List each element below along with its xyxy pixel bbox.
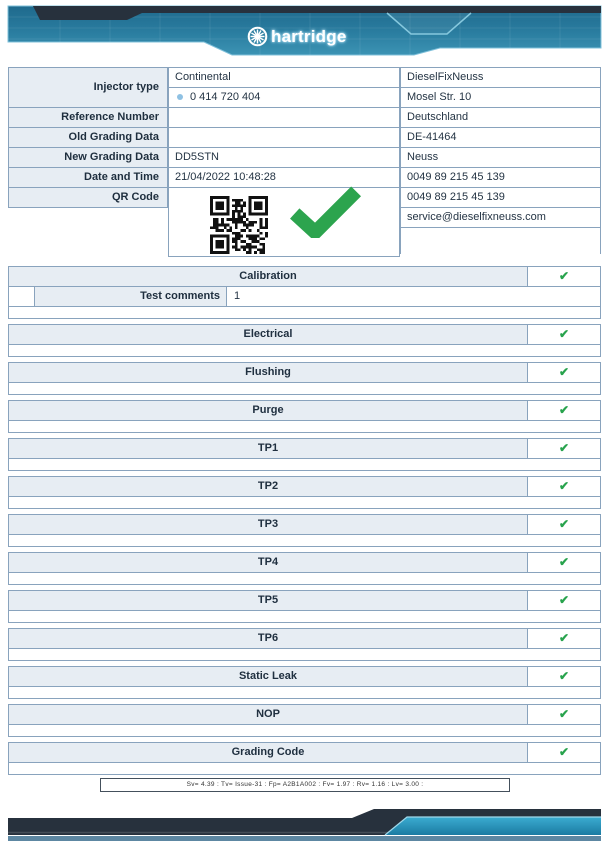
- value-injector-number: 0 414 720 404: [169, 87, 399, 107]
- value-injector-make: Continental: [175, 71, 231, 83]
- test-empty-row: [9, 648, 600, 660]
- test-block-calibration: [8, 266, 601, 319]
- test-pass-check-icon: ✔: [527, 439, 600, 458]
- test-title: Calibration: [9, 267, 527, 286]
- footer-banner: [0, 795, 609, 849]
- company-info-row: DE-41464: [401, 127, 600, 147]
- test-empty-row: [9, 724, 600, 736]
- test-empty-row: [9, 534, 600, 546]
- test-empty-row: [9, 344, 600, 356]
- test-comments-row: [9, 286, 600, 306]
- injector-label-column: [8, 67, 168, 208]
- test-pass-check-icon: ✔: [527, 553, 600, 572]
- test-empty-row: [9, 382, 600, 394]
- test-block-tp5: [8, 590, 601, 623]
- test-block-tp4: [8, 552, 601, 585]
- test-empty-row: [9, 610, 600, 622]
- label-date-and-time: Date and Time: [9, 167, 167, 187]
- overall-pass-check-icon: [284, 184, 366, 238]
- test-pass-check-icon: ✔: [527, 591, 600, 610]
- test-empty-row: [9, 572, 600, 584]
- brand-logo: [247, 26, 346, 47]
- test-block-static-leak: [8, 666, 601, 699]
- test-pass-check-icon: ✔: [527, 629, 600, 648]
- test-title: Grading Code: [9, 743, 527, 762]
- qr-code: [210, 196, 268, 254]
- company-info-row: Deutschland: [401, 107, 600, 127]
- test-block-flushing: [8, 362, 601, 395]
- test-block-electrical: [8, 324, 601, 357]
- test-title: TP2: [9, 477, 527, 496]
- company-info-row: service@dieselfixneuss.com: [401, 207, 600, 227]
- company-info-column: [400, 67, 601, 254]
- test-empty-row: [9, 496, 600, 508]
- test-title: NOP: [9, 705, 527, 724]
- label-injector-type: Injector type: [9, 68, 167, 107]
- test-block-tp1: [8, 438, 601, 471]
- test-title: TP1: [9, 439, 527, 458]
- spacer: [9, 287, 34, 306]
- brand-logo-text: hartridge: [271, 26, 347, 46]
- test-empty-row: [9, 306, 600, 318]
- turbine-wheel-icon: [247, 26, 268, 47]
- test-title: Static Leak: [9, 667, 527, 686]
- company-info-empty-area: [401, 227, 600, 254]
- test-pass-check-icon: ✔: [527, 705, 600, 724]
- test-pass-check-icon: ✔: [527, 477, 600, 496]
- value-date-and-time: 21/04/2022 10:48:28: [169, 167, 399, 187]
- test-pass-check-icon: ✔: [527, 515, 600, 534]
- company-info-row: 0049 89 215 45 139: [401, 187, 600, 207]
- test-pass-check-icon: ✔: [527, 743, 600, 762]
- test-pass-check-icon: ✔: [527, 325, 600, 344]
- test-empty-row: [9, 458, 600, 470]
- test-pass-check-icon: ✔: [527, 363, 600, 382]
- label-new-grading-data: New Grading Data: [9, 147, 167, 167]
- test-block-tp3: [8, 514, 601, 547]
- test-empty-row: [9, 686, 600, 698]
- test-title: Flushing: [9, 363, 527, 382]
- test-pass-check-icon: ✔: [527, 401, 600, 420]
- test-empty-row: [9, 420, 600, 432]
- label-old-grading-data: Old Grading Data: [9, 127, 167, 147]
- company-info-row: DieselFixNeuss: [407, 71, 484, 83]
- company-info-row: Neuss: [401, 147, 600, 167]
- test-title: TP4: [9, 553, 527, 572]
- label-qr-code: QR Code: [9, 187, 167, 207]
- test-title: TP6: [9, 629, 527, 648]
- test-comments-label: Test comments: [34, 287, 227, 306]
- test-results-list: [8, 266, 601, 780]
- test-empty-row: [9, 762, 600, 774]
- injector-bullet-dot: [177, 94, 183, 100]
- test-pass-check-icon: ✔: [527, 267, 600, 286]
- value-reference-number: [169, 107, 399, 127]
- label-reference-number: Reference Number: [9, 107, 167, 127]
- test-block-purge: [8, 400, 601, 433]
- test-block-grading-code: [8, 742, 601, 775]
- test-pass-check-icon: ✔: [527, 667, 600, 686]
- header-banner: [0, 0, 609, 60]
- test-title: TP3: [9, 515, 527, 534]
- company-info-row: Mosel Str. 10: [401, 87, 600, 107]
- test-comments-value: 1: [234, 290, 241, 302]
- test-block-tp2: [8, 476, 601, 509]
- test-title: Purge: [9, 401, 527, 420]
- test-block-nop: [8, 704, 601, 737]
- test-title: Electrical: [9, 325, 527, 344]
- test-title: TP5: [9, 591, 527, 610]
- footer-banner-graphic: [0, 795, 609, 849]
- test-block-tp6: [8, 628, 601, 661]
- value-new-grading-data: DD5STN: [169, 147, 399, 167]
- value-old-grading-data: [169, 127, 399, 147]
- software-version-line: Sv= 4.39 : Tv= Issue-31 : Fp= A2B1A002 : Fv= 1.97 : Rv= 1.16 : Lv= 3.00 :: [100, 778, 510, 792]
- company-info-row: 0049 89 215 45 139: [401, 167, 600, 187]
